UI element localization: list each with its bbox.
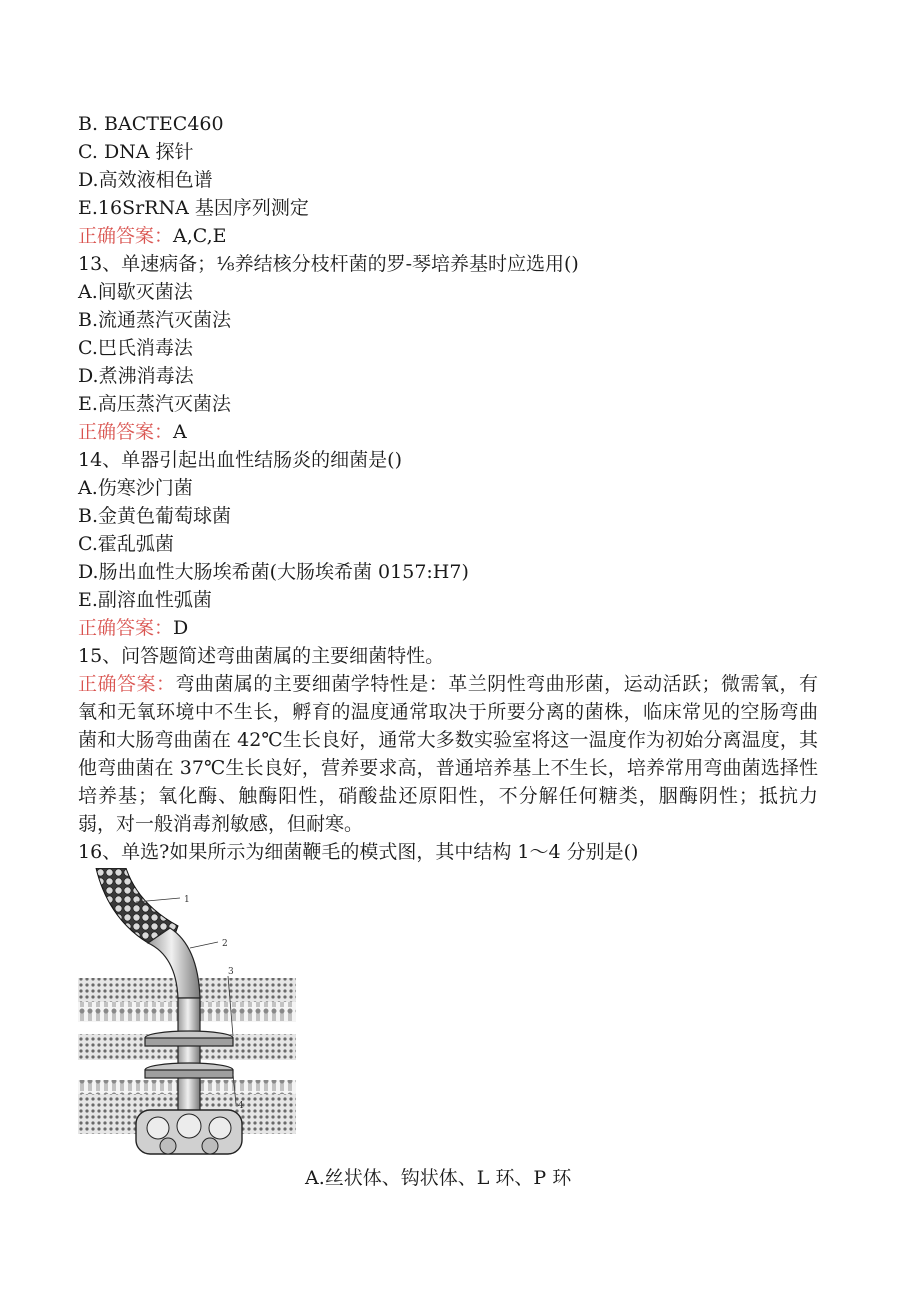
q14-answer-value: D (173, 617, 189, 639)
motor-protein-4 (160, 1138, 176, 1154)
answer-label: 正确答案： (78, 225, 174, 247)
motor-protein-2 (177, 1114, 201, 1138)
rod-shape (178, 998, 200, 1118)
q13-answer-line (78, 418, 187, 446)
q13-question: 13、单速病备；⅛养结核分枝杆菌的罗-琴培养基时应选用() (78, 253, 579, 275)
figure-label-3: 3 (228, 967, 234, 977)
q14-answer-line (78, 614, 188, 642)
motor-protein-5 (202, 1138, 218, 1154)
leader-line-2 (190, 942, 218, 948)
q16-question: 16、单选?如果所示为细菌鞭毛的模式图，其中结构 1～4 分别是() (78, 841, 639, 863)
q13-answer-value: A (173, 421, 187, 443)
q14-option-d: D.肠出血性大肠埃希菌(大肠埃希菌 0157:H7) (78, 561, 469, 583)
p-ring-side (145, 1070, 233, 1078)
flagellum-diagram (78, 868, 296, 1158)
q12-option-e: E.16SrRNA 基因序列测定 (78, 197, 309, 219)
q14-question: 14、单器引起出血性结肠炎的细菌是() (78, 449, 403, 471)
motor-protein-3 (209, 1117, 231, 1139)
q13-option-e: E.高压蒸汽灭菌法 (78, 393, 231, 415)
answer-label: 正确答案： (78, 617, 174, 639)
motor-protein-1 (147, 1117, 169, 1139)
q15-answer-text: 弯曲菌属的主要细菌学特性是：革兰阴性弯曲形菌，运动活跃；微需氧，有氧和无氧环境中不生长，孵育的温度通常取决于所要分离的菌株，临床常见的空肠弯曲菌和大肠弯曲菌在 42℃生长良好，通常大多数实验室将这一温度作为初始分离温度，其他弯曲菌在 37℃生长良好，营养要求高，普通培养基上不生长，培养常用弯曲菌选择性培养基；氧化酶、触酶阳性，硝酸盐还原阳性，不分解任何糖类，胭酶阴性；抵抗力弱，对一般消毒剂敏感，但耐寒。 (78, 673, 818, 835)
figure-label-4: 4 (238, 1101, 244, 1111)
q16-option-a: A.丝状体、钩状体、L 环、P 环 (305, 1167, 572, 1189)
q13-option-a: A.间歇灭菌法 (78, 281, 193, 303)
answer-label: 正确答案： (78, 421, 174, 443)
q15-question: 15、问答题简述弯曲菌属的主要细菌特性。 (78, 645, 445, 667)
q14-option-a: A.伤寒沙门菌 (78, 477, 193, 499)
l-ring-side (145, 1038, 233, 1046)
q14-option-e: E.副溶血性弧菌 (78, 589, 212, 611)
q13-option-d: D.煮沸消毒法 (78, 365, 194, 387)
q12-answer-value: A,C,E (173, 225, 227, 247)
q15-answer-paragraph (78, 670, 818, 838)
q13-option-c: C.巴氏消毒法 (78, 337, 193, 359)
q14-option-c: C.霍乱弧菌 (78, 533, 174, 555)
q12-option-c: C. DNA 探针 (78, 141, 194, 163)
figure-label-1: 1 (184, 895, 190, 905)
q12-answer-line (78, 222, 227, 250)
figure-label-2: 2 (222, 939, 228, 949)
q14-option-b: B.金黄色葡萄球菌 (78, 505, 232, 527)
q13-option-b: B.流通蒸汽灭菌法 (78, 309, 232, 331)
q12-option-b: B. BACTEC460 (78, 113, 224, 135)
q12-option-d: D.高效液相色谱 (78, 169, 213, 191)
answer-label: 正确答案： (78, 673, 176, 695)
